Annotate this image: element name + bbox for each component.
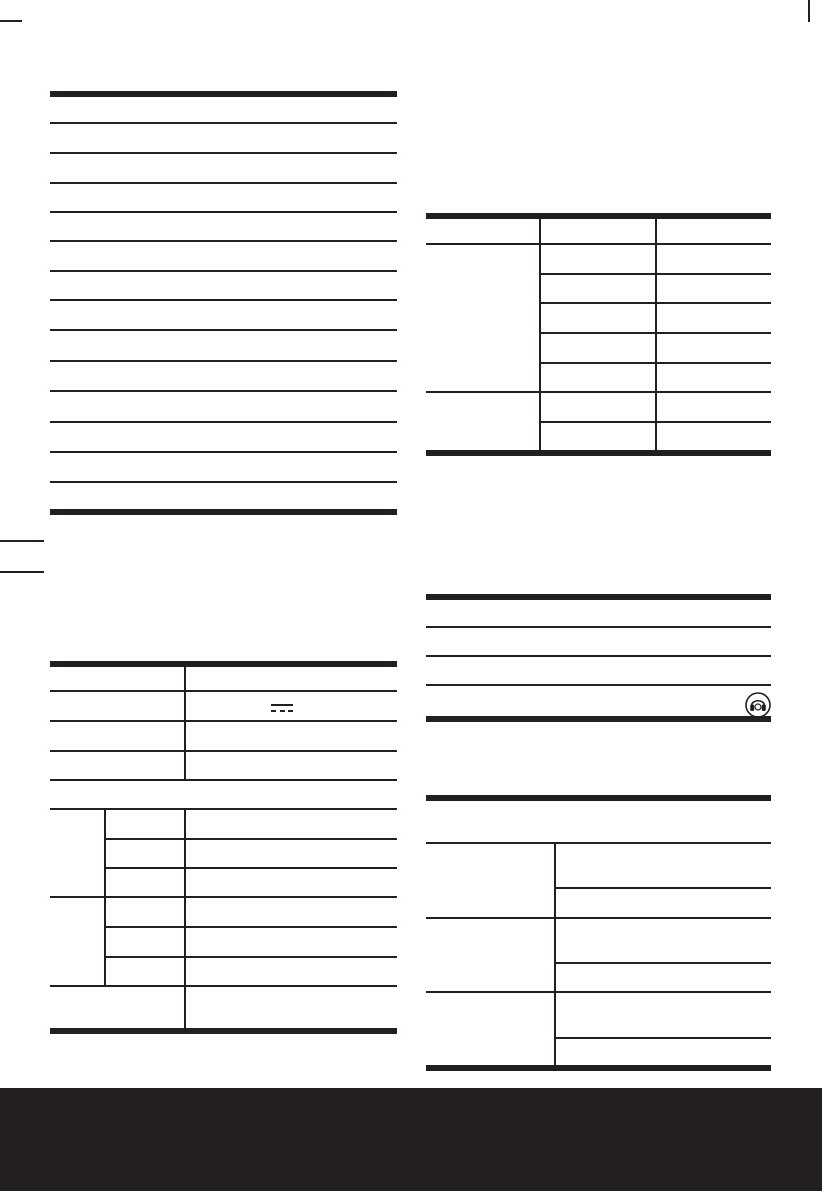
column-separator [655, 219, 657, 450]
table-row-divider [556, 887, 771, 889]
table-row-divider [556, 1037, 771, 1039]
ear-protection-icon [745, 692, 771, 718]
table-row-divider [50, 182, 397, 184]
table-top-rule [50, 91, 397, 97]
table-row-divider [426, 991, 771, 993]
column-separator [184, 808, 186, 1028]
table-row-divider [426, 842, 771, 844]
table-row-divider [426, 655, 771, 657]
table-row-divider [556, 962, 771, 964]
table-bottom-rule [50, 1028, 397, 1034]
side-tab-mark [0, 540, 44, 542]
table-row-divider [50, 299, 397, 301]
table-row-divider [426, 684, 771, 686]
table-row-divider [50, 329, 397, 331]
table-row-divider [50, 421, 397, 423]
table-bottom-rule [426, 716, 771, 722]
table-top-rule [426, 213, 771, 219]
column-separator [184, 667, 186, 779]
table-row-divider [106, 926, 397, 928]
table-row-divider [50, 240, 397, 242]
table-row-divider [50, 451, 397, 453]
table-row-divider [106, 838, 397, 840]
table-row-divider [106, 867, 397, 869]
table-row-divider [106, 956, 397, 958]
table-row-divider [50, 360, 397, 362]
crop-mark [0, 20, 22, 22]
table-row-divider [50, 985, 397, 987]
table-top-rule [50, 661, 397, 667]
crop-mark [808, 0, 810, 22]
table-row-divider [50, 270, 397, 272]
column-separator [554, 842, 556, 1065]
table-row-divider [50, 152, 397, 154]
table-top-rule [426, 594, 771, 600]
table-row-divider [50, 390, 397, 392]
table-row-divider [426, 626, 771, 628]
table-top-rule [426, 795, 771, 801]
table-row-divider [50, 122, 397, 124]
table-bottom-rule [426, 450, 771, 456]
dc-voltage-symbol [271, 704, 293, 712]
table-row-divider [50, 481, 397, 483]
table-row-divider [50, 720, 397, 722]
table-row-divider [50, 808, 397, 810]
table-row-divider [50, 896, 397, 898]
column-separator [104, 808, 106, 985]
column-separator [539, 219, 541, 450]
table-row-divider [50, 690, 397, 692]
table-row-divider [426, 391, 771, 393]
table-bottom-rule [50, 509, 397, 515]
table-bottom-rule [426, 1065, 771, 1071]
page-footer-band [0, 1088, 822, 1191]
table-row-divider [50, 779, 397, 781]
table-row-divider [426, 917, 771, 919]
table-row-divider [426, 243, 771, 245]
table-row-divider [50, 211, 397, 213]
side-tab-mark [0, 571, 44, 573]
table-row-divider [50, 750, 397, 752]
